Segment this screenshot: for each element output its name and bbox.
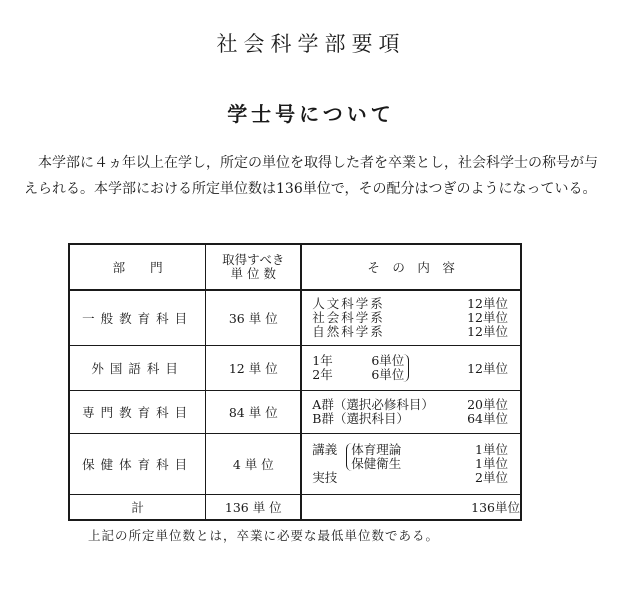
header-contents: そ の 内 容 [301,244,521,290]
table-header-row [69,244,521,290]
contents-cell [301,391,521,434]
lecture-label: 講義 [312,442,338,457]
category-cell: 保健体育科目 [69,434,206,495]
table-row-foreign [69,346,521,391]
header-category: 部 門 [69,244,206,290]
content-item: A群（選択必修科目） 20単位 [312,397,508,412]
units-cell: 12 単 位 [206,346,302,391]
category-cell: 外国語科目 [69,346,206,391]
header-units [206,244,302,290]
year-breakdown: 1年 6単位 2年 6単位 [312,354,409,382]
total-label: 計 [69,495,206,521]
table-row-general [69,290,521,346]
section-heading: 学士号について [227,102,395,126]
total-contents: 136単位 [471,500,520,515]
category-cell: 専門教育科目 [69,391,206,434]
total-units: 136 単 位 [206,495,302,521]
header-units-line2: 単 位 数 [230,266,276,281]
table-row-specialized [69,391,521,434]
content-item: 人文科学系 12単位 [312,296,508,311]
contents-cell [301,434,521,495]
lecture-brace: 体育理論 保健衛生 [346,443,401,471]
page-title: 社会科学部要項 [216,32,406,56]
header-units-line1: 取得すべき [222,252,285,267]
content-item: B群（選択科目） 64単位 [312,411,508,426]
content-item: 社会科学系 12単位 [312,310,508,325]
table-row-total [69,495,521,521]
pe-unit-values: 1単位 1単位 2単位 [475,442,508,485]
practice-label: 実技 [312,470,338,485]
foreign-total: 12単位 [467,361,508,376]
contents-cell [301,346,521,391]
content-item: 自然科学系 12単位 [312,324,508,339]
category-cell: 一般教育科目 [69,290,206,346]
intro-paragraph: 本学部に４ヵ年以上在学し，所定の単位を取得した者を卒業とし，社会科学士の称号が与えられる。本学部における所定単位数は136単位で，その配分はつぎのようになっている。 [24,155,598,197]
units-cell: 36 単 位 [206,290,302,346]
table-row-pe [69,434,521,495]
credits-table [68,243,522,521]
units-cell: 4 単 位 [206,434,302,495]
units-cell: 84 単 位 [206,391,302,434]
contents-cell [301,290,521,346]
footnote: 上記の所定単位数とは，卒業に必要な最低単位数である。 [88,528,440,543]
